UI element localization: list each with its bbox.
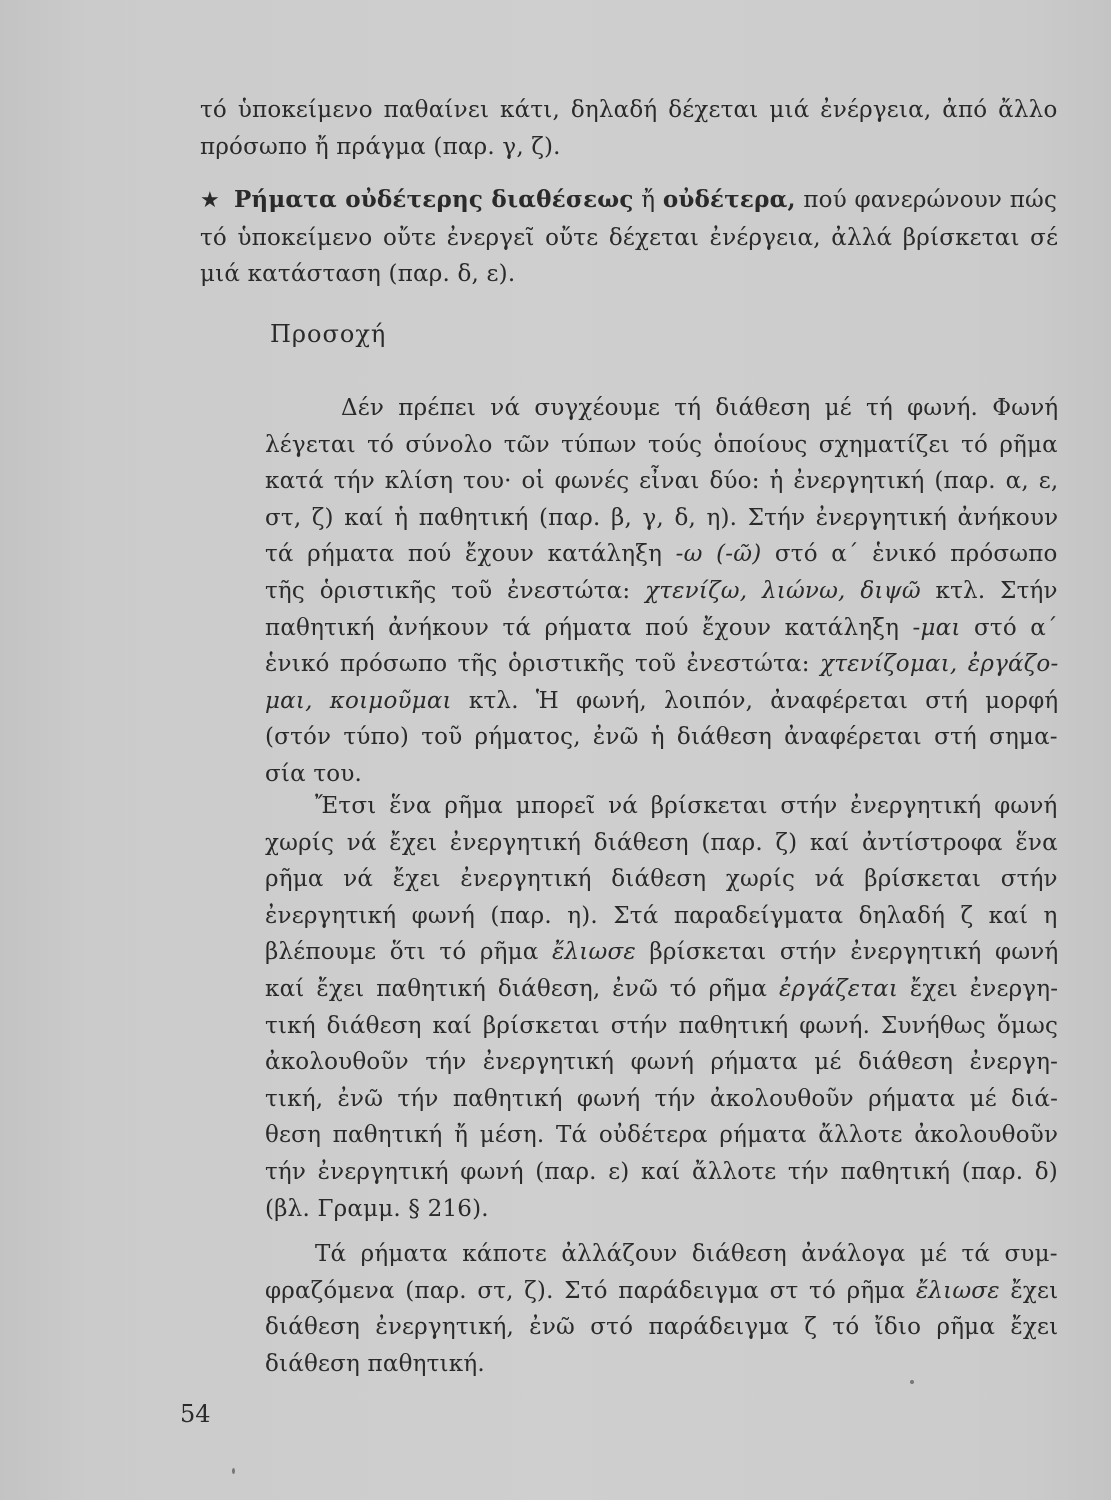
text-line: διάθεση ἐνεργητική, ἐνῶ στό παράδειγμα ζ τό ἴδιο ρῆμα ἔχει [265,1314,1059,1341]
text-line: Ἔτσι ἕνα ρῆμα μπορεῖ νά βρίσκεται στήν ἐνεργητική φωνή [315,793,1058,819]
text-line: (βλ. Γραμμ. § 216). [265,1195,489,1222]
italic-run: χτενίζω, λιώνω, διψῶ [645,577,921,604]
text-line: τό ὑποκείμενο παθαίνει κάτι, δηλαδή δέχεται μιά ἐνέργεια, ἀπό ἄλλο [200,97,1058,123]
text-run: καί ἔχει παθητική διάθεση, ἐνῶ τό ρῆμα [265,975,780,1002]
bold-term: οὐδέτερα, [662,186,796,213]
neutral-verbs-paragraph [200,182,1058,293]
text-line: κατά τήν κλίση του· οἱ φωνές εἶναι δύο: ἡ ἐνεργητική (παρ. α, ε, [265,468,1059,495]
text-line: θεση παθητική ἤ μέση. Τά οὐδέτερα ρήματα ἄλλοτε ἀκολουθοῦν [265,1122,1059,1149]
text-line: Δέν πρέπει νά συγχέουμε τή διάθεση μέ τή φωνή. Φωνή [341,395,1059,421]
page-number: 54 [180,1400,211,1428]
text-line: χωρίς νά ἔχει ἐνεργητική διάθεση (παρ. ζ) καί ἀντίστροφα ἕνα [265,829,1058,856]
text-line: (στόν τύπο) τοῦ ρήματος, ἐνῶ ἡ διάθεση ἀναφέρεται στή σημα- [265,724,1058,751]
top-paragraph [200,92,1058,165]
text-line: τήν ἐνεργητική φωνή (παρ. ε) καί ἄλλοτε τήν παθητική (παρ. δ) [265,1158,1058,1185]
italic-run: ἔλιωσε [915,1277,1000,1304]
text-line: σία του. [265,760,363,787]
italic-run: μαι, κοιμοῦμαι [265,687,452,714]
text-line: μιά κατάσταση (παρ. δ, ε). [200,261,516,288]
speck [232,1468,235,1474]
italic-run: -ω (-ῶ) [675,541,762,568]
text-run: τά ρήματα πού ἔχουν κατάληξη [265,541,676,568]
example-paragraph [265,788,1058,1227]
italic-run: χτενίζομαι, ἐργάζο- [820,651,1059,678]
text-run: κτλ. Ἡ φωνή, λοιπόν, ἀναφέρεται στή μορφή [451,687,1059,714]
voice-paragraph [265,390,1058,793]
text-line: διάθεση παθητική. [265,1350,485,1377]
italic-run: ἐργάζεται [779,975,899,1002]
text-line: ρῆμα νά ἔχει ἐνεργητική διάθεση χωρίς νά βρίσκεται στήν [265,866,1058,893]
star-icon: ★ [200,188,220,213]
text-run: βρίσκεται στήν ἐνεργητική φωνή [635,939,1059,966]
text-line: τό ὑποκείμενο οὔτε ἐνεργεῖ οὔτε δέχεται ἐνέργεια, ἀλλά βρίσκεται σέ [200,224,1059,251]
text-run: τῆς ὁριστικῆς τοῦ ἐνεστώτα: [265,577,646,604]
text-line: στ, ζ) καί ἡ παθητική (παρ. β, γ, δ, η). Στήν ἐνεργητική ἀνήκουν [265,504,1059,531]
text-run: παθητική ἀνήκουν τά ρήματα πού ἔχουν κατάληξη [265,614,913,641]
text-line: λέγεται τό σύνολο τῶν τύπων τούς ὁποίους σχηματίζει τό ρῆμα [265,431,1058,458]
text-run: φραζόμενα (παρ. στ, ζ). Στό παράδειγμα στ τό ρῆμα [265,1277,916,1304]
text-run: βλέπουμε ὅτι τό ρῆμα [265,939,552,966]
italic-run: -μαι [912,614,961,641]
text-line: τική, ἐνῶ τήν παθητική φωνή τήν ἀκολουθοῦν ρήματα μέ διά- [265,1085,1059,1112]
text-run: ἑνικό πρόσωπο τῆς ὁριστικῆς τοῦ ἐνεστώτα: [265,651,821,678]
text-line: πρόσωπο ἤ πράγμα (παρ. γ, ζ). [200,133,561,160]
connector: ἤ [633,187,663,213]
text-line: Τά ρήματα κάποτε ἀλλάζουν διάθεση ἀνάλογα μέ τά συμ- [315,1241,1058,1267]
bold-term: Ρήματα οὐδέτερης διαθέσεως [233,186,634,213]
text-run: πού φανερώνουν πώς [795,187,1058,213]
text-line: ἐνεργητική φωνή (παρ. η). Στά παραδείγματα δηλαδή ζ καί η [265,902,1058,929]
text-run: ἔχει [999,1277,1059,1304]
text-run: στό α΄ ἑνικό πρόσωπο [761,541,1058,568]
text-run: κτλ. Στήν [920,577,1058,604]
italic-run: ἔλιωσε [551,939,636,966]
text-run: ἔχει ἐνεργη- [898,975,1059,1002]
text-run: στό α΄ [960,614,1058,641]
text-line: τική διάθεση καί βρίσκεται στήν παθητική φωνή. Συνήθως ὅμως [265,1012,1059,1039]
context-paragraph [265,1236,1058,1382]
section-heading: Προσοχή [270,320,387,348]
speck [910,1380,914,1384]
text-line: ἀκολουθοῦν τήν ἐνεργητική φωνή ρήματα μέ διάθεση ἐνεργη- [265,1049,1059,1076]
